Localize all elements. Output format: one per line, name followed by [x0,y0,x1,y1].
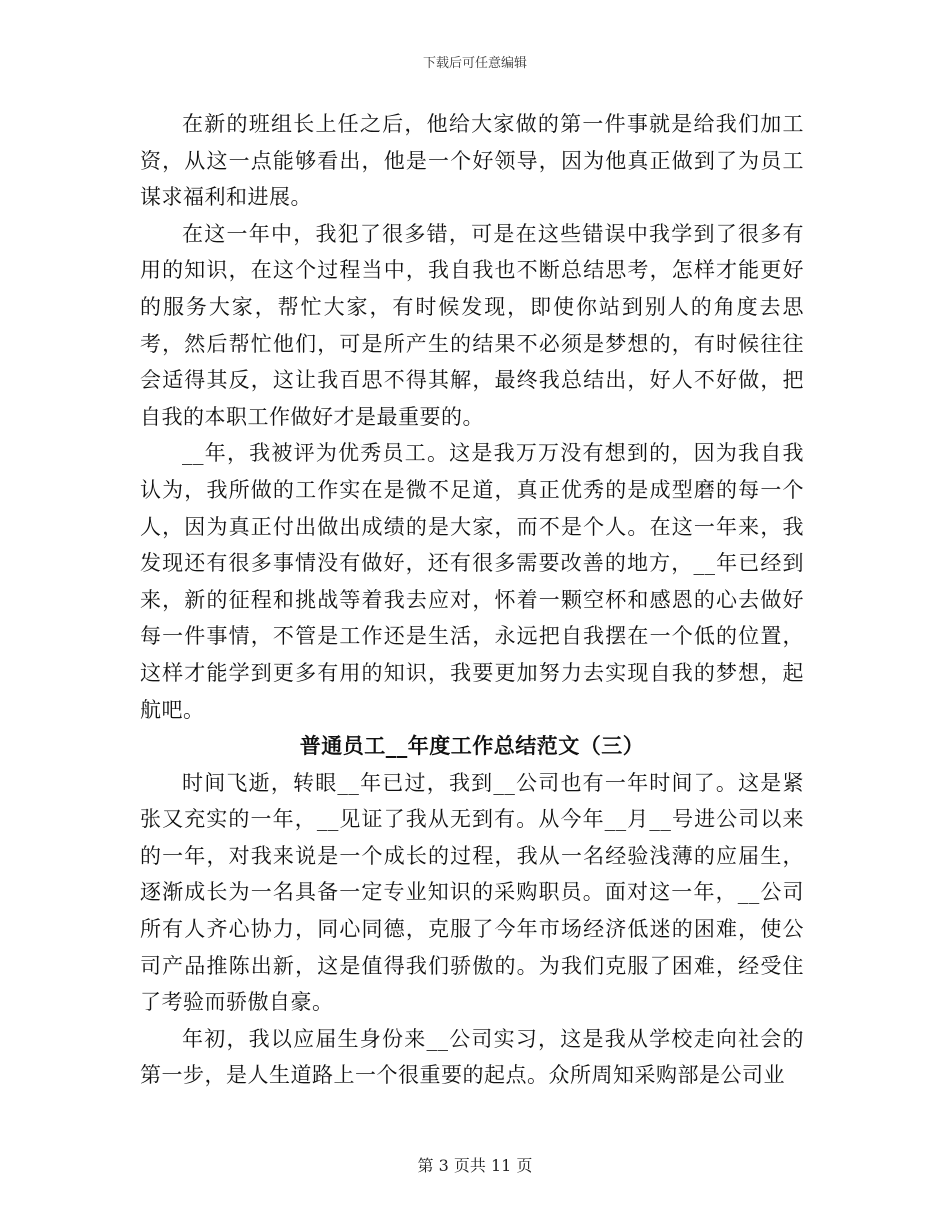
page-footer: 第 3 页共 11 页 [417,1156,533,1175]
document-body [140,106,804,1094]
paragraph: 年初，我以应届生身份来__公司实习，这是我从学校走向社会的第一步，是人生道路上一个很重要的起点。众所周知采购部是公司业 [140,1026,804,1088]
page-header: 下载后可任意编辑 [422,56,527,71]
paragraph: __年，我被评为优秀员工。这是我万万没有想到的，因为我自我认为，我所做的工作实在是微不足道，真正优秀的是成型磨的每一个人，因为真正付出做出成绩的是大家，而不是个人。在这一年来，我发现还有很多事情没有做好，还有很多需要改善的地方，__年已经到来，新的征程和挑战等着我去应对，怀着一颗空杯和感恩的心去做好每一件事情，不管是工作还是生活，永远把自我摆在一个低的位置，这样才能学到更多有用的知识，我要更加努力去实现自我的梦想，起航吧。 [140,441,804,722]
paragraph: 在这一年中，我犯了很多错，可是在这些错误中我学到了很多有用的知识，在这个过程当中，我自我也不断总结思考，怎样才能更好的服务大家，帮忙大家，有时候发现，即使你站到别人的角度去思考，然后帮忙他们，可是所产生的结果不必须是梦想的，有时候往往会适得其反，这让我百思不得其解，最终我总结出，好人不好做，把自我的本职工作做好才是最重要的。 [140,221,804,429]
section-heading: 普通员工__年度工作总结范文（三） [299,733,645,759]
paragraph: 在新的班组长上任之后，他给大家做的第一件事就是给我们加工资，从这一点能够看出，他是一个好领导，因为他真正做到了为员工谋求福利和进展。 [140,112,804,210]
paragraph: 时间飞逝，转眼__年已过，我到__公司也有一年时间了。这是紧张又充实的一年，__见证了我从无到有。从今年__月__号进公司以来的一年，对我来说是一个成长的过程，我从一名经验浅薄的应届生，逐渐成长为一名具备一定专业知识的采购职员。面对这一年，__公司所有人齐心协力，同心同德，克服了今年市场经济低迷的困难，使公司产品推陈出新，这是值得我们骄傲的。为我们克服了困难，经受住了考验而骄傲自豪。 [140,770,804,1015]
